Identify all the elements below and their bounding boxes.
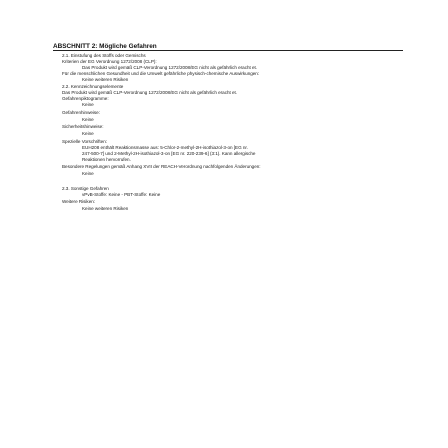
special-provisions-line-3: Reaktionen hervorrufen. — [82, 157, 131, 162]
criteria-text: Das Produkt wird gemäß CLP-Verordnung 1272/2008/EG nicht als gefährlich eracht et. — [82, 65, 258, 70]
section-divider — [53, 50, 403, 51]
special-provisions-label: Spezielle Vorschriften: — [62, 139, 107, 144]
other-hazards-heading: 2.3. Sonstige Gefahren — [62, 186, 109, 191]
health-effects-label: Für die menschlichen Gesundheit und die Umwelt gefährliche physisch-chemische Auswirkungen: — [62, 71, 260, 76]
label-elements-text: Das Produkt wird gemäß CLP-Verordnung 1272/2008/EG nicht als gefährlich eracht et. — [62, 90, 238, 95]
section-title: ABSCHNITT 2: Mögliche Gefahren — [53, 43, 157, 50]
pictograms-label: Gefahrenpiktogramme: — [62, 96, 109, 101]
label-elements-heading: 2.2. Kennzeichnungselemente — [62, 84, 124, 89]
hazard-statements-label: Gefahrenhinweise: — [62, 110, 100, 115]
reach-regulation-value: Keine — [82, 171, 94, 176]
further-risks-label: Weitere Risiken: — [62, 199, 96, 204]
pbt-vpvb-text: vPvB-Stoffe: Keine - PBT-Stoffe: Keine — [82, 192, 161, 197]
precautionary-statements-value: Keine — [82, 131, 94, 136]
criteria-label: Kriterien der EG Verordnung 1272/2008 (CLP): — [62, 59, 157, 64]
reach-regulation-label: Besondere Regelungen gemäß Anhang XVII der REACH-Verordnung nachfolgenden Änderungen: — [62, 164, 261, 169]
further-risks-value: Keine weiteren Risiken — [82, 206, 129, 211]
special-provisions-line-2: 247-500-7] und 2-Methyl-2H-isothiazol-3-on [EG nr. 220-239-6] (3:1). Kann allergische — [82, 151, 256, 156]
precautionary-statements-label: Sicherheitshinweise: — [62, 124, 104, 129]
classification-heading: 2.1. Einstufung des Stoffs oder Gemischs — [62, 53, 146, 58]
hazard-statements-value: Keine — [82, 117, 94, 122]
health-effects-value: Keine weiteren Risiken — [82, 77, 129, 82]
special-provisions-line-1: EUH208 enthält Reaktionsmasse aus: 5-Chlor-2-methyl-2H-isothiazol-3-on [EG nr. — [82, 145, 248, 150]
pictograms-value: Keine — [82, 102, 94, 107]
